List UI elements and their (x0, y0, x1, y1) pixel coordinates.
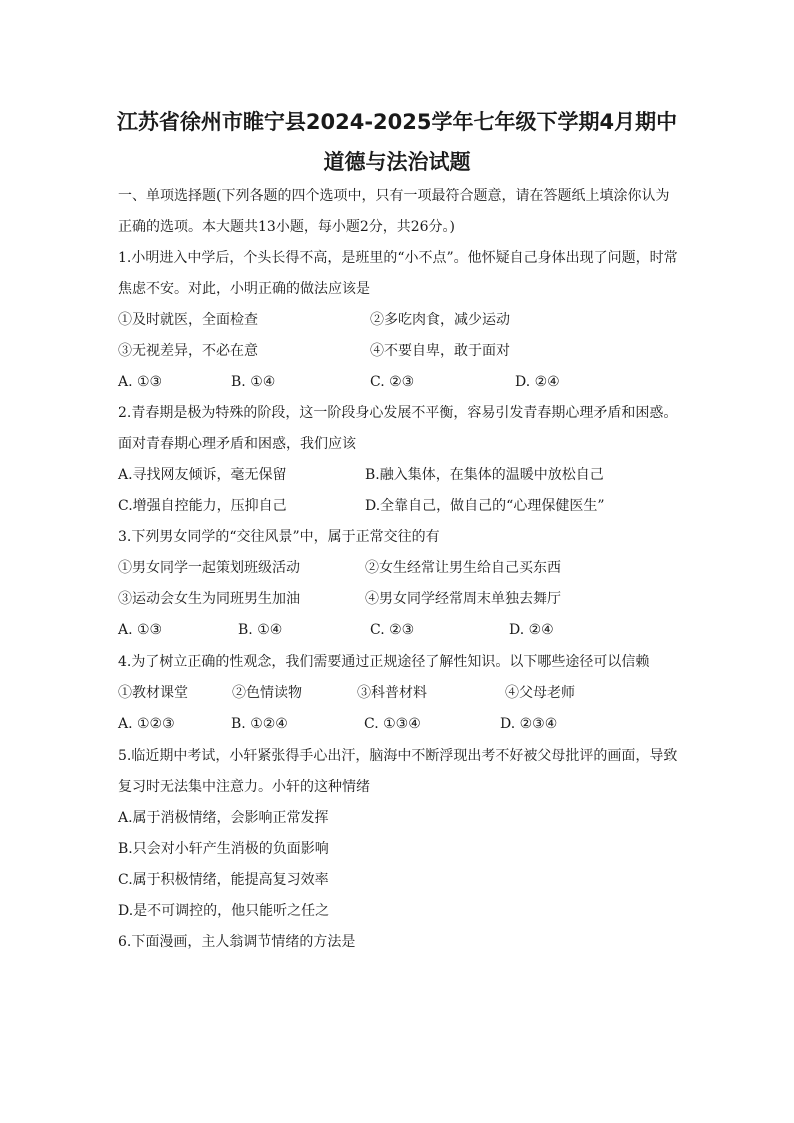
answer-option-d: D. ②④ (509, 622, 554, 638)
answer-option-b: B.只会对小轩产生消极的负面影响 (118, 841, 329, 857)
question-stem: 焦虑不安。对此，小明正确的做法应该是 (118, 281, 370, 297)
answer-option-c: C.增强自控能力，压抑自己 (118, 498, 287, 514)
answer-option-a: A. ①③ (118, 374, 163, 390)
question-stem: 1.小明进入中学后，个头长得不高，是班里的“小不点”。他怀疑自己身体出现了问题，时常 (118, 250, 678, 266)
question-stem: 面对青春期心理矛盾和困惑，我们应该 (118, 436, 356, 452)
section-instruction-line-2: 正确的选项。本大题共13小题，每小题2分，共26分。) (118, 219, 455, 235)
section-instruction-line-1: 一、单项选择题(下列各题的四个选项中，只有一项最符合题意，请在答题纸上填涂你认为 (118, 188, 670, 204)
statement-item: ④不要自卑，敢于面对 (370, 343, 510, 359)
statement-item: ③无视差异，不必在意 (118, 343, 258, 359)
answer-option-c: C. ②③ (370, 374, 415, 390)
statement-item: ②多吃肉食，减少运动 (370, 312, 510, 328)
statement-item: ②色情读物 (232, 685, 302, 701)
answer-option-d: D. ②④ (515, 374, 560, 390)
title-line-1: 江苏省徐州市睢宁县2024-2025学年七年级下学期4月期中 (116, 110, 678, 134)
question-stem: 2.青春期是极为特殊的阶段，这一阶段身心发展不平衡，容易引发青春期心理矛盾和困惑。 (118, 405, 678, 421)
statement-item: ①教材课堂 (118, 685, 188, 701)
question-stem: 复习时无法集中注意力。小轩的这种情绪 (118, 779, 370, 795)
question-stem: 6.下面漫画，主人翁调节情绪的方法是 (118, 934, 356, 950)
answer-option-a: A.寻找网友倾诉，毫无保留 (118, 467, 287, 483)
answer-option-b: B. ①④ (238, 622, 283, 638)
answer-option-c: C. ②③ (370, 622, 415, 638)
answer-option-a: A. ①③ (118, 622, 163, 638)
statement-item: ③科普材料 (357, 685, 427, 701)
statement-item: ①男女同学一起策划班级活动 (118, 560, 300, 576)
answer-option-c: C. ①③④ (364, 716, 421, 732)
title-line-2: 道德与法治试题 (323, 150, 471, 174)
answer-option-a: A.属于消极情绪，会影响正常发挥 (118, 810, 329, 826)
answer-option-d: D. ②③④ (500, 716, 558, 732)
statement-item: ③运动会女生为同班男生加油 (118, 591, 300, 607)
question-stem: 5.临近期中考试，小轩紧张得手心出汗，脑海中不断浮现出考不好被父母批评的画面，导致 (118, 748, 678, 764)
answer-option-a: A. ①②③ (118, 716, 175, 732)
answer-option-b: B. ①②④ (231, 716, 288, 732)
statement-item: ②女生经常让男生给自己买东西 (365, 560, 561, 576)
answer-option-c: C.属于积极情绪，能提高复习效率 (118, 872, 329, 888)
statement-item: ①及时就医，全面检查 (118, 312, 258, 328)
statement-item: ④男女同学经常周末单独去舞厅 (365, 591, 561, 607)
answer-option-d: D.全靠自己，做自己的“心理保健医生” (365, 498, 605, 514)
question-stem: 3.下列男女同学的“交往风景”中，属于正常交往的有 (118, 529, 440, 545)
question-stem: 4.为了树立正确的性观念，我们需要通过正规途径了解性知识。以下哪些途径可以信赖 (118, 654, 650, 670)
answer-option-d: D.是不可调控的，他只能听之任之 (118, 903, 330, 919)
answer-option-b: B. ①④ (231, 374, 276, 390)
answer-option-b: B.融入集体，在集体的温暖中放松自己 (365, 467, 604, 483)
statement-item: ④父母老师 (505, 685, 575, 701)
